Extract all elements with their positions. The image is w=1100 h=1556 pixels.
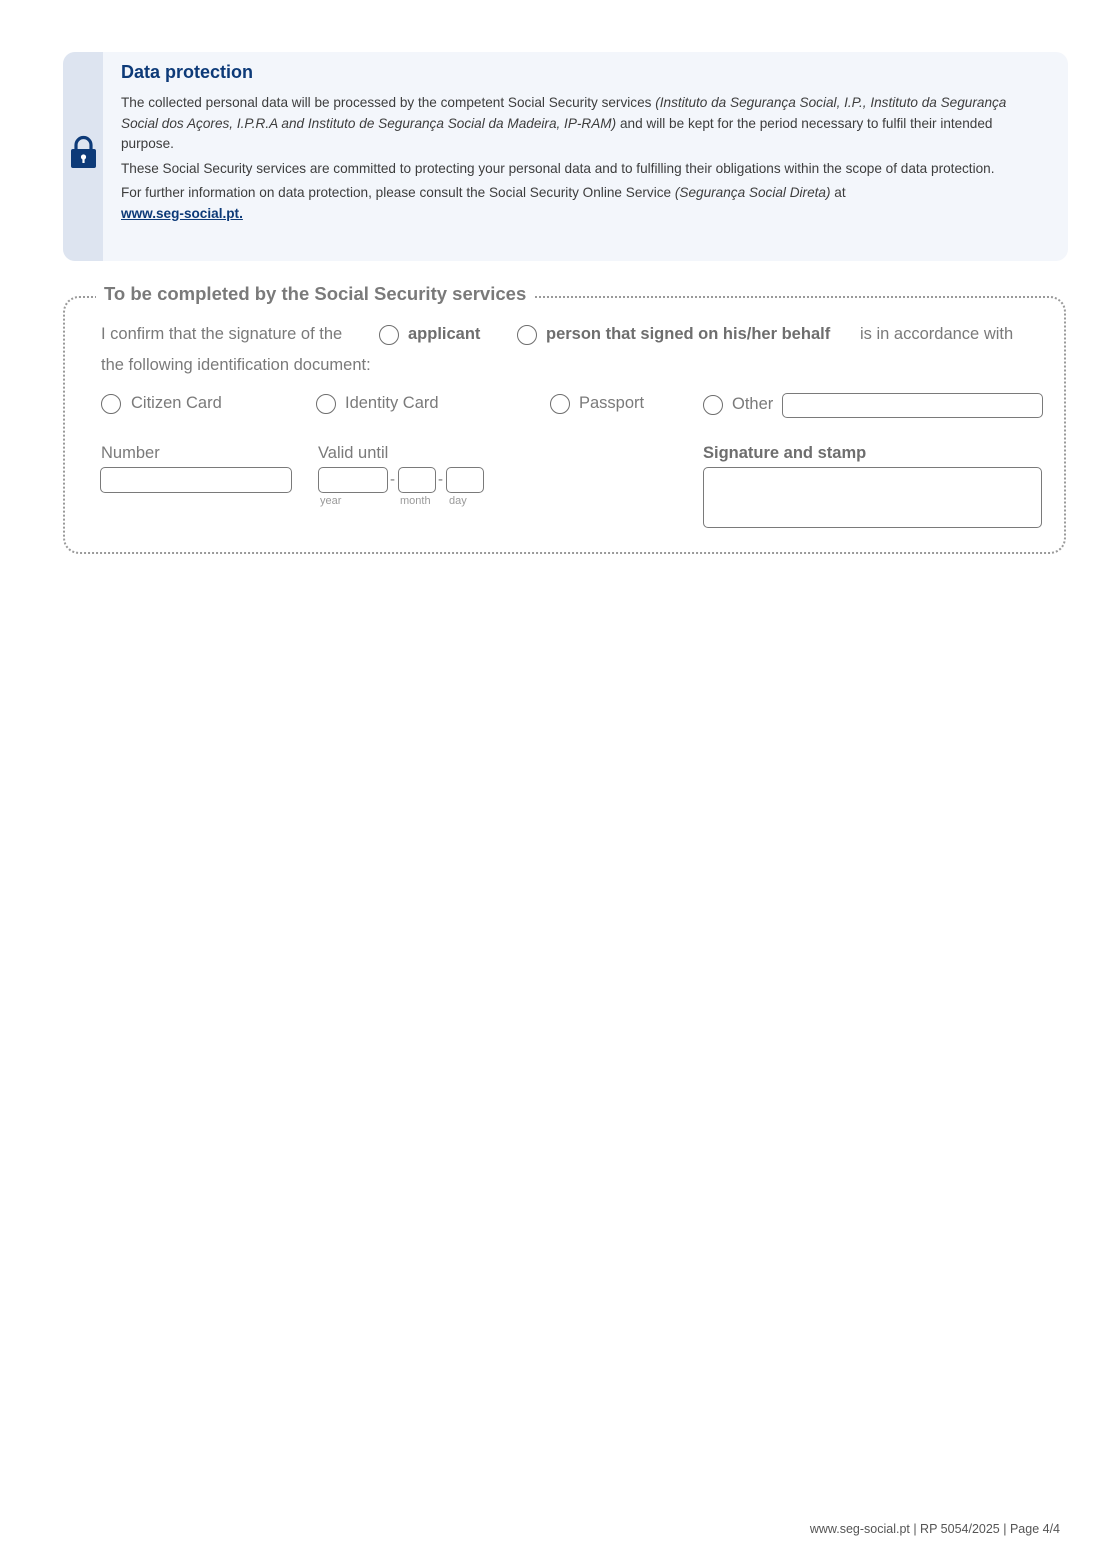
data-protection-title: Data protection bbox=[121, 62, 254, 82]
citizen-card-label: Citizen Card bbox=[131, 394, 222, 412]
citizen-card-radio[interactable] bbox=[101, 394, 121, 414]
person-behalf-label: person that signed on his/her behalf bbox=[546, 325, 831, 343]
valid-until-day-input[interactable] bbox=[446, 467, 484, 493]
services-section-title: To be completed by the Social Security services bbox=[96, 283, 534, 305]
following-document-text: the following identification document: bbox=[101, 356, 371, 374]
data-protection-paragraph-1: The collected personal data will be processed by the competent Social Security services (Instituto da Segurança Social, I.P., Instituto da Segurança Social dos Açores, I.P.R.A and Instituto de Segurança Social da Madeira, IP-RAM) and will be kept for the period necessary to fulfil their intended purpose. bbox=[121, 95, 1007, 151]
date-separator: - bbox=[390, 471, 395, 488]
applicant-label: applicant bbox=[408, 325, 481, 343]
seg-social-link[interactable]: www.seg-social.pt. bbox=[121, 205, 243, 221]
applicant-radio[interactable] bbox=[379, 325, 399, 345]
valid-until-month-input[interactable] bbox=[398, 467, 436, 493]
signature-stamp-label: Signature and stamp bbox=[703, 444, 867, 462]
data-protection-paragraph-3: For further information on data protection, please consult the Social Security Online Service (Segurança Social Direta) at www.seg-social.pt. bbox=[121, 185, 846, 221]
other-radio[interactable] bbox=[703, 395, 723, 415]
passport-label: Passport bbox=[579, 394, 645, 412]
identity-card-label: Identity Card bbox=[345, 394, 439, 412]
page-footer: www.seg-social.pt | RP 5054/2025 | Page 4/4 bbox=[809, 1522, 1060, 1536]
confirm-text: I confirm that the signature of the bbox=[101, 325, 343, 343]
person-behalf-radio[interactable] bbox=[517, 325, 537, 345]
day-hint: day bbox=[449, 495, 467, 507]
valid-until-year-input[interactable] bbox=[318, 467, 388, 493]
data-protection-sidebar bbox=[63, 52, 103, 261]
passport-radio[interactable] bbox=[550, 394, 570, 414]
date-separator: - bbox=[438, 471, 443, 488]
identity-card-radio[interactable] bbox=[316, 394, 336, 414]
number-input[interactable] bbox=[100, 467, 292, 493]
data-protection-paragraph-2: These Social Security services are committed to protecting your personal data and to fulfilling their obligations within the scope of data protection. bbox=[121, 160, 995, 176]
valid-until-label: Valid until bbox=[318, 444, 389, 462]
signature-stamp-field[interactable] bbox=[703, 467, 1042, 528]
accordance-text: is in accordance with bbox=[860, 325, 1014, 343]
month-hint: month bbox=[400, 495, 431, 507]
number-label: Number bbox=[101, 444, 160, 462]
other-label: Other bbox=[732, 395, 774, 413]
lock-icon bbox=[70, 135, 97, 169]
data-protection-box bbox=[63, 52, 1068, 261]
data-protection-text bbox=[121, 93, 1041, 228]
year-hint: year bbox=[320, 495, 342, 507]
other-document-input[interactable] bbox=[782, 393, 1043, 418]
